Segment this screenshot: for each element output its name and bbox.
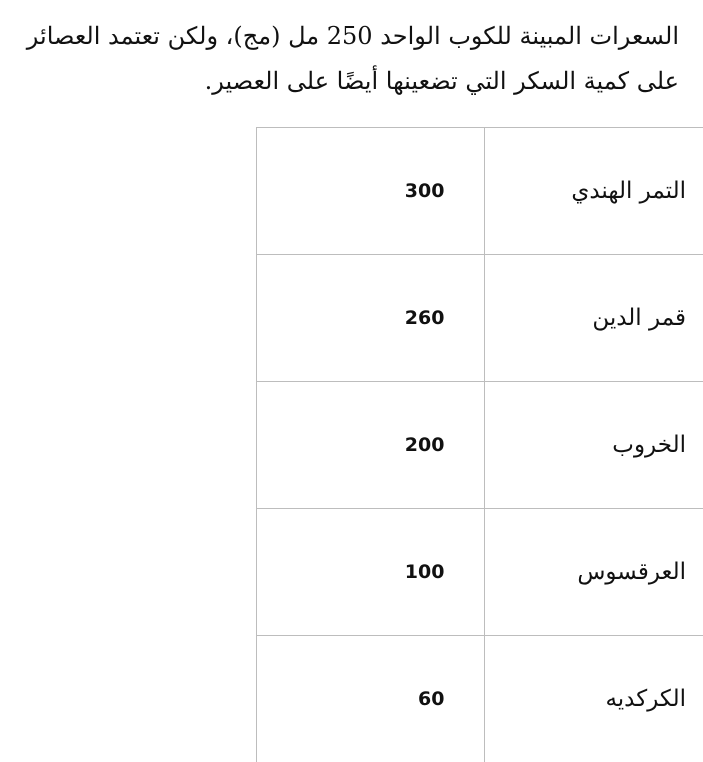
calories-table <box>256 127 703 762</box>
intro-paragraph <box>19 14 679 104</box>
table-row <box>257 128 703 255</box>
drink-name-cell: العرقسوس <box>485 509 703 636</box>
calorie-value-cell: 100 <box>257 509 485 636</box>
table-row <box>257 382 703 509</box>
intro-line-1: السعرات المبينة للكوب الواحد 250 مل (مج)، ولكن تعتمد العصائر <box>19 14 679 59</box>
drink-name-cell: الكركديه <box>485 636 703 762</box>
drink-name-cell: قمر الدين <box>485 255 703 382</box>
calorie-value-cell: 260 <box>257 255 485 382</box>
intro-line-2: على كمية السكر التي تضعينها أيضًا على العصير. <box>19 59 679 104</box>
table-row <box>257 255 703 382</box>
calorie-value-cell: 300 <box>257 128 485 255</box>
calorie-value-cell: 60 <box>257 636 485 762</box>
calorie-value-cell: 200 <box>257 382 485 509</box>
table-row <box>257 636 703 762</box>
drink-name-cell: التمر الهندي <box>485 128 703 255</box>
drink-name-cell: الخروب <box>485 382 703 509</box>
table-row <box>257 509 703 636</box>
